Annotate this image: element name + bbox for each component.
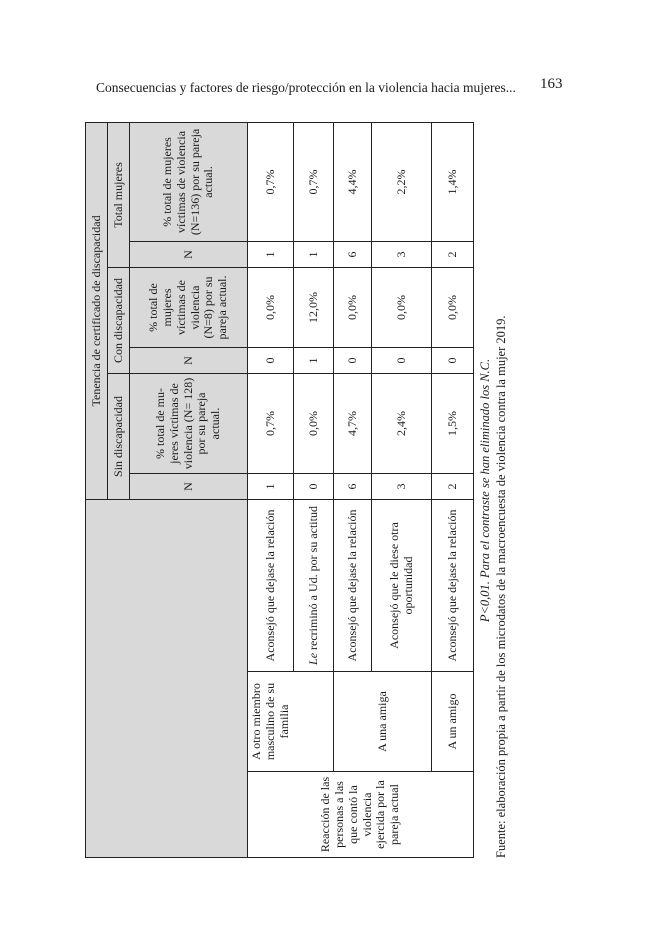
n-con-cell: 1	[294, 347, 334, 373]
respondent-cell: A otro miembro masculino de su familia	[248, 672, 334, 772]
n-total-cell: 1	[248, 241, 294, 267]
table-row	[334, 122, 372, 857]
n-total-cell: 1	[294, 241, 334, 267]
pct-sin-cell: 1,5%	[432, 373, 474, 473]
pct-sin-cell: 2,4%	[372, 373, 432, 473]
n-sin-cell: 2	[432, 473, 474, 499]
reaction-rest: recriminó a Ud. por su actitud	[305, 506, 320, 650]
pct-con-cell: 12,0%	[294, 267, 334, 347]
n-total-cell: 6	[334, 241, 372, 267]
pct-con-cell: 0,0%	[372, 267, 432, 347]
n-con-cell: 0	[372, 347, 432, 373]
n-sin-cell: 0	[294, 473, 334, 499]
reaction-cell: Le recriminó a Ud. por su actitud	[294, 499, 334, 671]
reaction-cell: Aconsejó que dejase la relación	[432, 499, 474, 671]
n-total-cell: 2	[432, 241, 474, 267]
pct-con-cell: 0,0%	[334, 267, 372, 347]
pct-sin-cell: 4,7%	[334, 373, 372, 473]
n-total-cell: 3	[372, 241, 432, 267]
group-header-total: Total mujeres	[108, 122, 130, 267]
reaction-cell: Aconsejó que dejase la relación	[334, 499, 372, 671]
n-sin-cell: 6	[334, 473, 372, 499]
rotated-table-block	[85, 123, 508, 858]
pct-total-cell: 1,4%	[432, 122, 474, 241]
col-n-con: N	[130, 347, 248, 373]
pvalue-note: P<0,01. Para el contraste se han eliminado los N.C.	[478, 358, 492, 623]
n-sin-cell: 3	[372, 473, 432, 499]
pct-con-cell: 0,0%	[432, 267, 474, 347]
respondent-cell: A un amigo	[432, 672, 474, 772]
super-header: Tenencia de certificado de discapacidad	[86, 122, 108, 499]
table-row	[432, 122, 474, 857]
n-con-cell: 0	[248, 347, 294, 373]
pct-total-cell: 4,4%	[334, 122, 372, 241]
pct-sin-cell: 0,0%	[294, 373, 334, 473]
source-note: Fuente: elaboración propia a partir de los microdatos de la macroencuesta de violencia contra la mujer 2019.	[494, 315, 508, 858]
table-notes	[477, 123, 509, 858]
reaction-cell: Aconsejó que le diese otra oportunidad	[372, 499, 432, 671]
empty-corner-cell	[86, 499, 248, 857]
n-con-cell: 0	[334, 347, 372, 373]
n-con-cell: 0	[432, 347, 474, 373]
col-n-total: N	[130, 241, 248, 267]
col-pct-total: % total de mujeres víctimas de violencia (N=136) por su pareja actual.	[130, 122, 248, 241]
pct-total-cell: 0,7%	[248, 122, 294, 241]
pct-total-cell: 2,2%	[372, 122, 432, 241]
running-title: Consecuencias y factores de riesgo/protección en la violencia hacia mujeres...	[96, 80, 516, 95]
respondent-cell: A una amiga	[334, 672, 432, 772]
pct-total-cell: 0,7%	[294, 122, 334, 241]
col-n-sin: N	[130, 473, 248, 499]
page-number: 163	[540, 76, 563, 92]
row-group-header: Reacción de las personas a las que contó la violencia ejercida por la pareja actual	[248, 772, 474, 858]
col-pct-con: % total de mujeres víctimas de violencia (N=8) por su pareja actual.	[130, 267, 248, 347]
pct-con-cell: 0,0%	[248, 267, 294, 347]
group-header-sin: Sin discapacidad	[108, 373, 130, 499]
table-row	[248, 122, 294, 857]
col-pct-sin: % total de mu- jeres víctimas de violencia (N= 128) por su pareja actual.	[130, 373, 248, 473]
pct-sin-cell: 0,7%	[248, 373, 294, 473]
n-sin-cell: 1	[248, 473, 294, 499]
disability-reaction-table	[85, 122, 474, 858]
group-header-con: Con discapacidad	[108, 267, 130, 373]
reaction-cell: Aconsejó que dejase la relación	[248, 499, 294, 671]
